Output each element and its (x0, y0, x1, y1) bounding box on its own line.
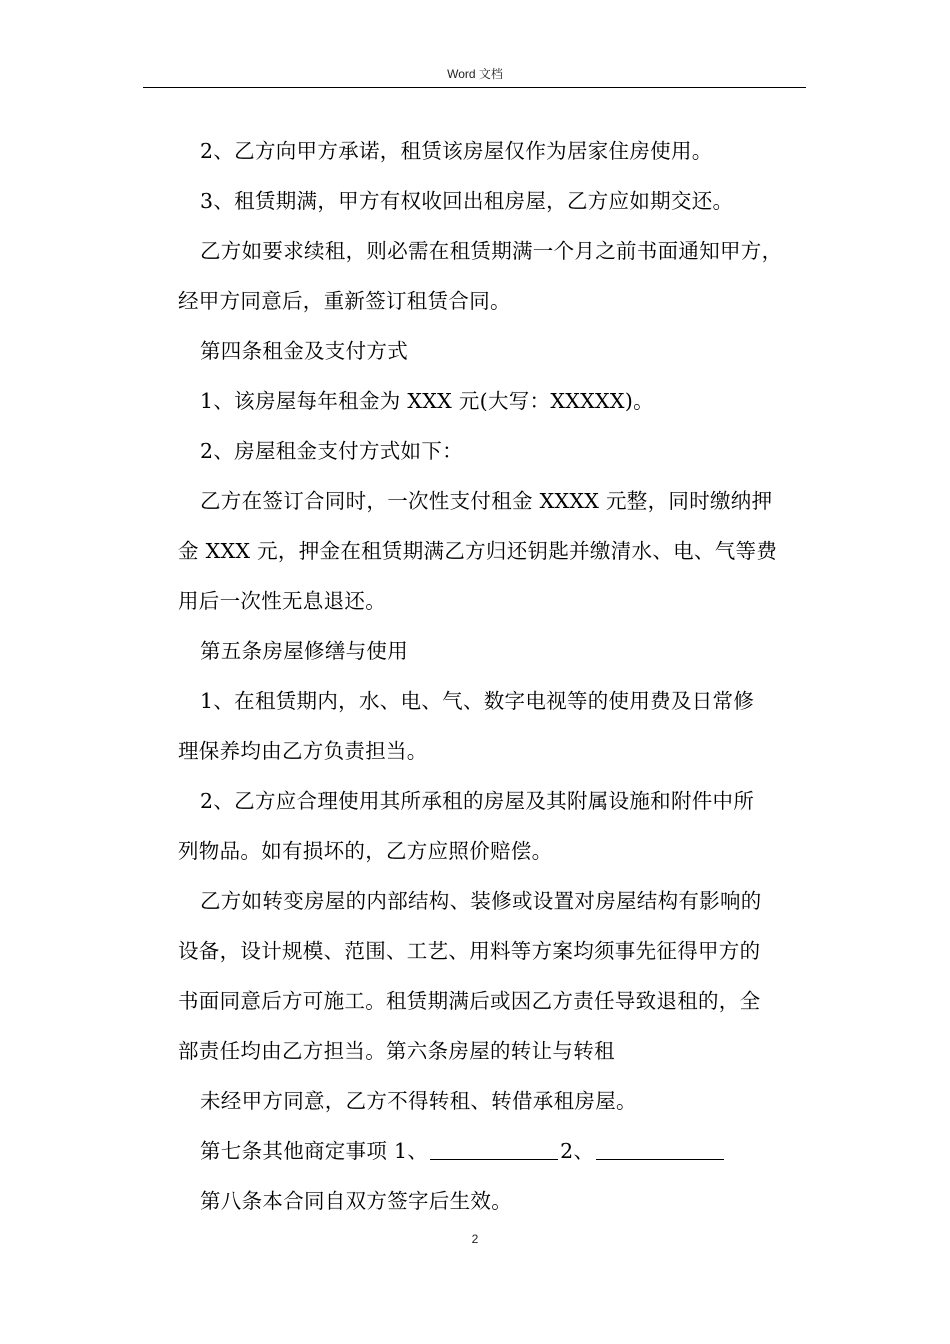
paragraph-continuation: 经甲方同意后，重新签订租赁合同。 (178, 289, 511, 313)
paragraph: 2、乙方向甲方承诺，租赁该房屋仅作为居家住房使用。 (200, 139, 713, 163)
article-seven-middle: 2、 (560, 1139, 595, 1163)
paragraph-continuation: 列物品。如有损坏的，乙方应照价赔偿。 (178, 839, 553, 863)
paragraph: 2、乙方应合理使用其所承租的房屋及其附属设施和附件中所 (200, 789, 755, 813)
paragraph-continuation: 用后一次性无息退还。 (178, 589, 386, 613)
article-heading: 第四条租金及支付方式 (200, 339, 408, 363)
paragraph: 乙方在签订合同时，一次性支付租金 XXXX 元整，同时缴纳押 (200, 489, 773, 513)
paragraph-continuation: 理保养均由乙方负责担当。 (178, 739, 428, 763)
article-seven-prefix: 第七条其他商定事项 1、 (200, 1139, 429, 1163)
paragraph-continuation: 部责任均由乙方担当。第六条房屋的转让与转租 (178, 1039, 615, 1063)
paragraph: 3、租赁期满，甲方有权收回出租房屋，乙方应如期交还。 (200, 189, 734, 213)
paragraph: 2、房屋租金支付方式如下： (200, 439, 463, 463)
article-seven-line (178, 1126, 808, 1176)
blank-line-1[interactable] (430, 1139, 558, 1160)
document-body (178, 126, 808, 1226)
paragraph-continuation: 设备，设计规模、范围、工艺、用料等方案均须事先征得甲方的 (178, 939, 761, 963)
paragraph: 1、该房屋每年租金为 XXX 元(大写：XXXXX)。 (200, 389, 654, 413)
header-divider (143, 87, 806, 88)
paragraph: 乙方如要求续租，则必需在租赁期满一个月之前书面通知甲方， (200, 239, 783, 263)
page-header: Word 文档 (447, 67, 503, 81)
page-number: 2 (471, 1232, 479, 1246)
blank-line-2[interactable] (596, 1139, 724, 1160)
article-heading: 第五条房屋修缮与使用 (200, 639, 408, 663)
paragraph: 乙方如转变房屋的内部结构、装修或设置对房屋结构有影响的 (200, 889, 762, 913)
paragraph: 未经甲方同意，乙方不得转租、转借承租房屋。 (200, 1089, 637, 1113)
paragraph: 1、在租赁期内，水、电、气、数字电视等的使用费及日常修 (200, 689, 755, 713)
paragraph-continuation: 书面同意后方可施工。租赁期满后或因乙方责任导致退租的，全 (178, 989, 761, 1013)
paragraph-continuation: 金 XXX 元，押金在租赁期满乙方归还钥匙并缴清水、电、气等费 (178, 539, 778, 563)
article-eight: 第八条本合同自双方签字后生效。 (200, 1189, 512, 1213)
